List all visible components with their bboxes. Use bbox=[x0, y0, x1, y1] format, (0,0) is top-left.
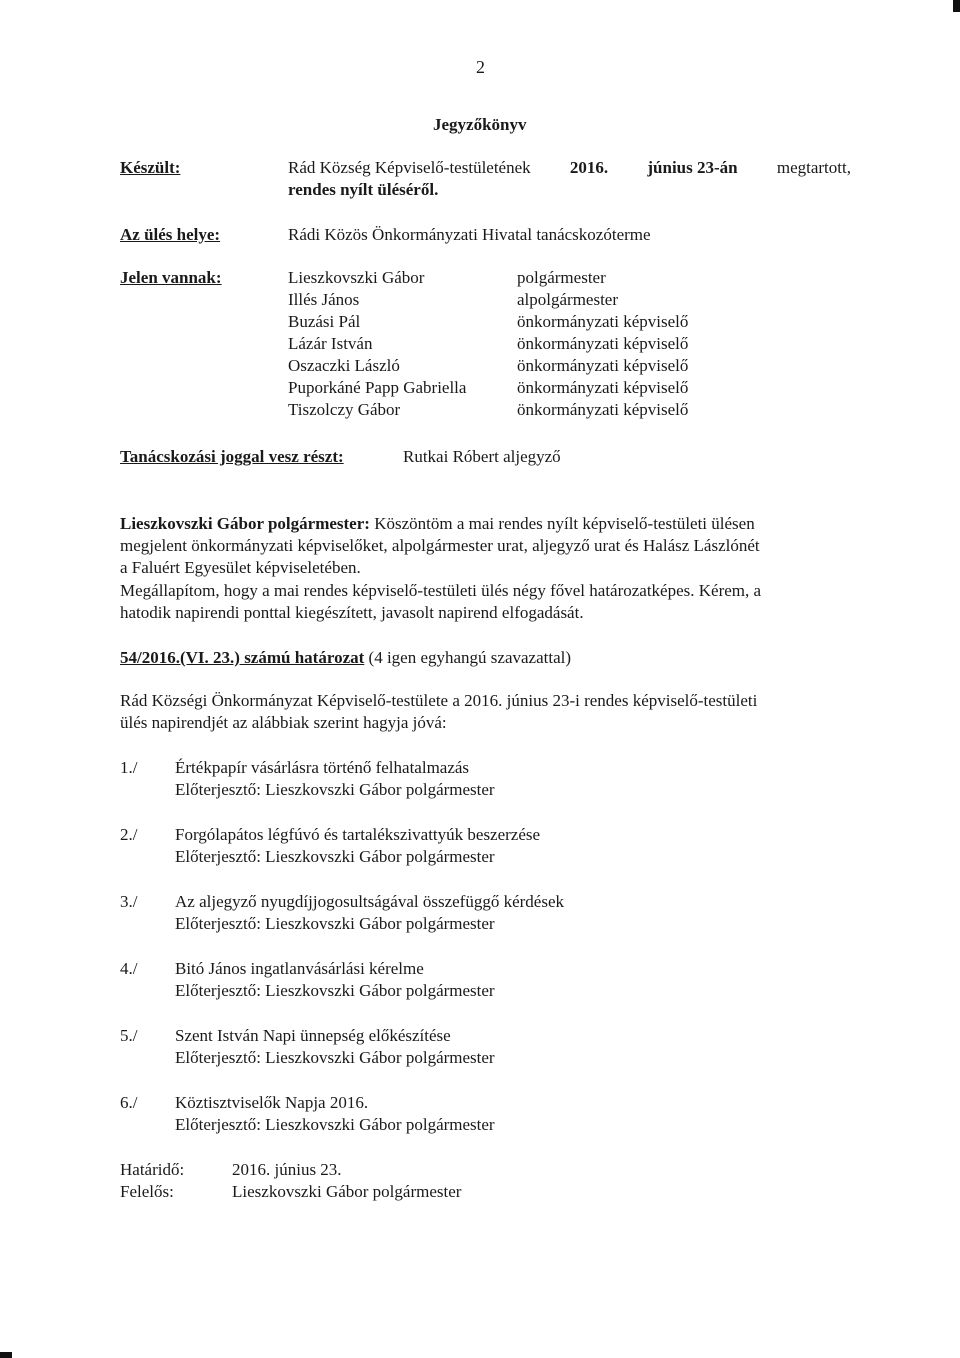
member-name: Illés János bbox=[288, 290, 360, 309]
resolution-text-1: Rád Községi Önkormányzat Képviselő-testülete a 2016. június 23-i rendes képviselő-testületi bbox=[120, 691, 758, 710]
member-row bbox=[288, 333, 372, 355]
ules-helye-label: Az ülés helye: bbox=[120, 225, 221, 244]
member-name: Lieszkovszki Gábor bbox=[288, 268, 425, 287]
scan-mark-top-right bbox=[953, 0, 960, 12]
speech-line-2: megjelent önkormányzati képviselőket, alpolgármester urat, aljegyző urat és Halász Lászlónét bbox=[120, 536, 760, 555]
member-name: Lázár István bbox=[288, 334, 373, 353]
hatarido-value: 2016. június 23. bbox=[232, 1160, 342, 1179]
member-row bbox=[288, 355, 400, 377]
agenda-title: Szent István Napi ünnepség előkészítése bbox=[175, 1026, 451, 1045]
member-role: önkormányzati képviselő bbox=[517, 312, 689, 331]
agenda-presenter: Előterjesztő: Lieszkovszki Gábor polgármester bbox=[175, 780, 495, 799]
page-title: Jegyzőkönyv bbox=[433, 115, 527, 134]
member-row bbox=[288, 289, 359, 311]
member-row bbox=[288, 377, 466, 399]
agenda-presenter: Előterjesztő: Lieszkovszki Gábor polgármester bbox=[175, 1048, 495, 1067]
page-number: 2 bbox=[476, 57, 485, 77]
agenda-presenter: Előterjesztő: Lieszkovszki Gábor polgármester bbox=[175, 981, 495, 1000]
member-row bbox=[288, 399, 400, 421]
member-role: polgármester bbox=[517, 268, 606, 287]
member-name: Tiszolczy Gábor bbox=[288, 400, 401, 419]
keszult-label: Készült: bbox=[120, 158, 181, 177]
agenda-title: Köztisztviselők Napja 2016. bbox=[175, 1093, 369, 1112]
agenda-title: Bitó János ingatlanvásárlási kérelme bbox=[175, 959, 424, 978]
member-role: önkormányzati képviselő bbox=[517, 334, 689, 353]
keszult-line-1a: Rád Község Képviselő-testületének bbox=[288, 158, 531, 177]
scan-mark-bottom-left bbox=[0, 1352, 12, 1358]
agenda-number: 4./ bbox=[120, 959, 138, 978]
ules-helye-value: Rádi Közös Önkormányzati Hivatal tanácskozóterme bbox=[288, 225, 651, 244]
member-row bbox=[288, 311, 360, 333]
agenda-title: Értékpapír vásárlásra történő felhatalmazás bbox=[175, 758, 470, 777]
speech-line-5: hatodik napirendi ponttal kiegészített, javasolt napirend elfogadását. bbox=[120, 603, 584, 622]
agenda-presenter: Előterjesztő: Lieszkovszki Gábor polgármester bbox=[175, 914, 495, 933]
speech-line-3: a Faluért Egyesület képviseletében. bbox=[120, 558, 361, 577]
agenda-number: 6./ bbox=[120, 1093, 138, 1112]
agenda-number: 5./ bbox=[120, 1026, 138, 1045]
agenda-title: Az aljegyző nyugdíjjogosultságával összefüggő kérdések bbox=[175, 892, 565, 911]
felelos-value: Lieszkovszki Gábor polgármester bbox=[232, 1182, 462, 1201]
member-name: Oszaczki László bbox=[288, 356, 400, 375]
member-role: önkormányzati képviselő bbox=[517, 356, 689, 375]
resolution-heading: 54/2016.(VI. 23.) számú határozat bbox=[120, 648, 365, 667]
agenda-number: 2./ bbox=[120, 825, 138, 844]
agenda-title: Forgólapátos légfúvó és tartalékszivattyúk beszerzése bbox=[175, 825, 541, 844]
member-row bbox=[288, 267, 424, 289]
agenda-presenter: Előterjesztő: Lieszkovszki Gábor polgármester bbox=[175, 847, 495, 866]
agenda-number: 3./ bbox=[120, 892, 138, 911]
agenda-presenter: Előterjesztő: Lieszkovszki Gábor polgármester bbox=[175, 1115, 495, 1134]
keszult-year: 2016. bbox=[569, 158, 609, 177]
keszult-line-1-end: megtartott, bbox=[776, 158, 851, 177]
member-name: Buzási Pál bbox=[288, 312, 361, 331]
hatarido-label: Határidő: bbox=[120, 1160, 185, 1179]
speech-line-1 bbox=[120, 513, 755, 535]
keszult-line-2: rendes nyílt üléséről. bbox=[288, 180, 439, 199]
felelos-label: Felelős: bbox=[120, 1182, 174, 1201]
member-role: önkormányzati képviselő bbox=[517, 378, 689, 397]
tanacskozasi-value: Rutkai Róbert aljegyző bbox=[403, 447, 561, 466]
speech-line-4: Megállapítom, hogy a mai rendes képviselő-testületi ülés négy fővel határozatképes. Kérem, a bbox=[120, 581, 762, 600]
speaker-name: Lieszkovszki Gábor polgármester: bbox=[120, 514, 370, 533]
agenda-number: 1./ bbox=[120, 758, 138, 777]
member-role: önkormányzati képviselő bbox=[517, 400, 689, 419]
jelen-vannak-label: Jelen vannak: bbox=[120, 268, 222, 287]
speech-text-1: Köszöntöm a mai rendes nyílt képviselő-testületi ülésen bbox=[374, 514, 755, 533]
resolution-text-2: ülés napirendjét az alábbiak szerint hagyja jóvá: bbox=[120, 713, 447, 732]
member-name: Puporkáné Papp Gabriella bbox=[288, 378, 467, 397]
keszult-date: június 23-án bbox=[647, 158, 738, 177]
resolution-heading-line bbox=[120, 647, 571, 669]
tanacskozasi-label: Tanácskozási joggal vesz részt: bbox=[120, 447, 344, 466]
member-role: alpolgármester bbox=[517, 290, 619, 309]
resolution-vote: (4 igen egyhangú szavazattal) bbox=[368, 648, 572, 667]
keszult-line-1 bbox=[288, 157, 851, 179]
